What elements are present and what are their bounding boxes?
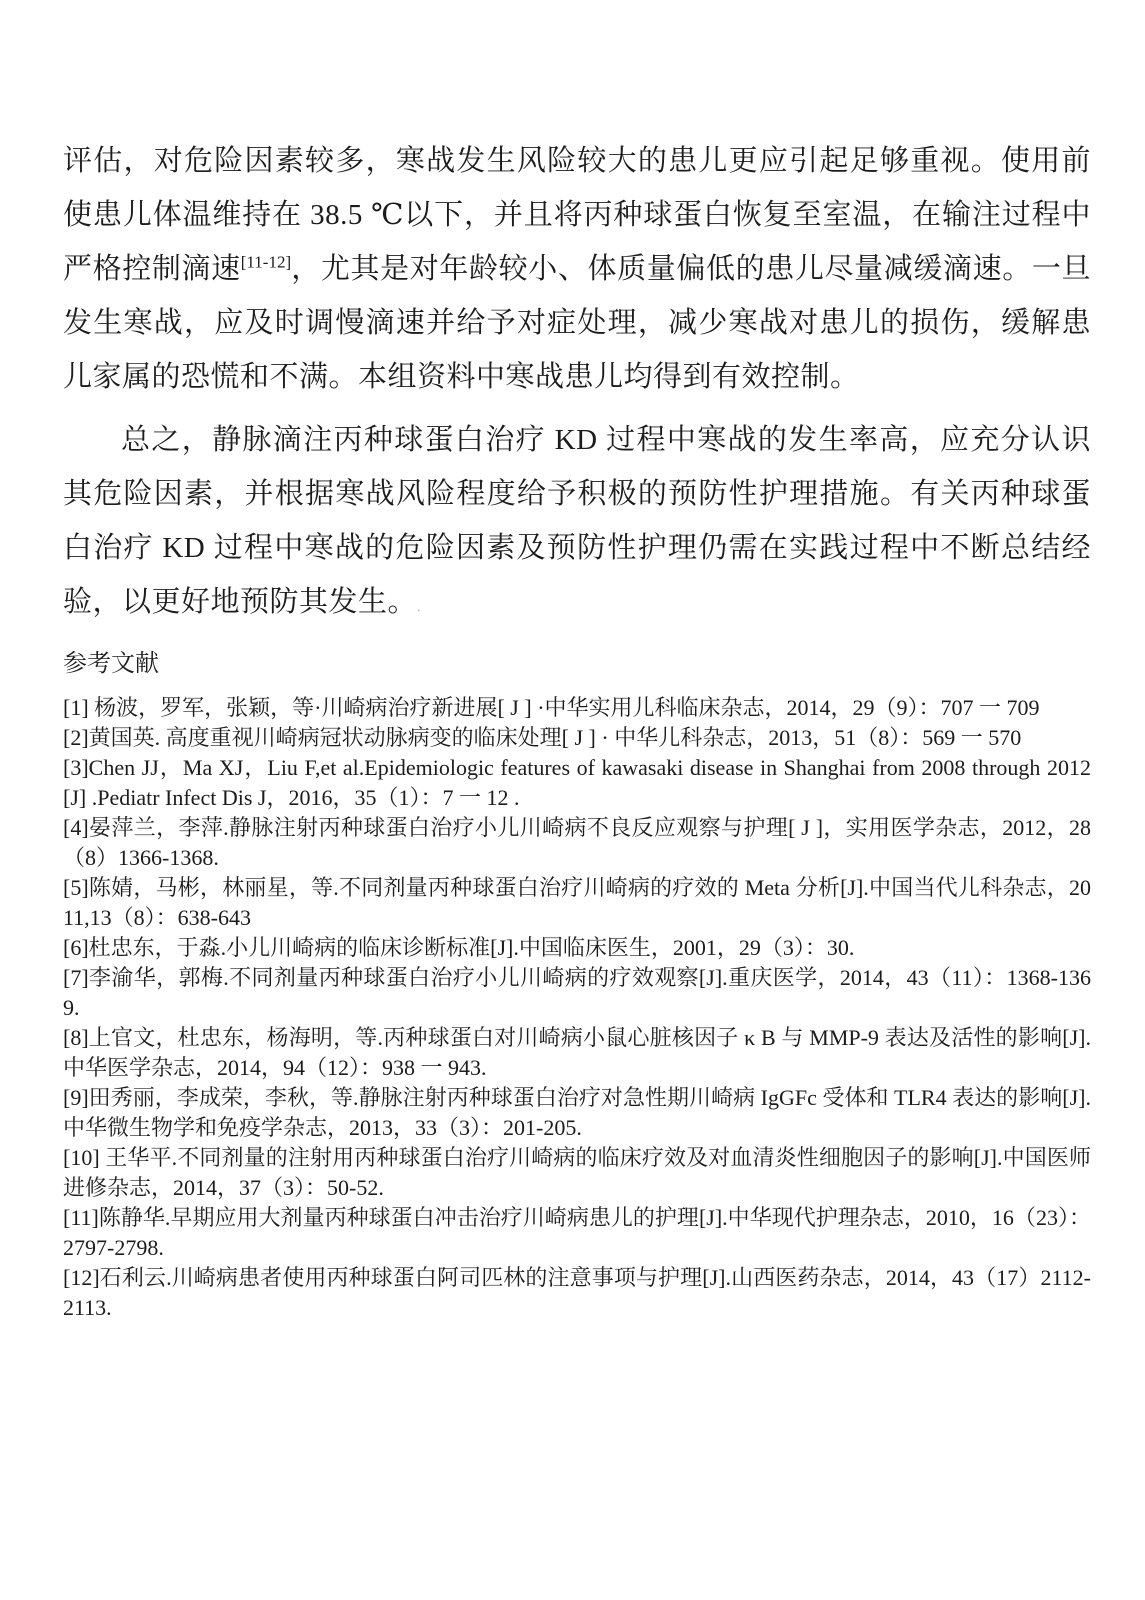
reference-item: [7]李渝华，郭梅.不同剂量丙种球蛋白治疗小儿川崎病的疗效观察[J].重庆医学，2014，43（11）：1368-1369. xyxy=(63,965,1091,1020)
page-content xyxy=(63,134,1091,1323)
stray-mark: . xyxy=(417,600,421,615)
paragraph-1-text-after-citation: ，尤其是对年龄较小、体质量偏低的患儿尽量减缓滴速。一旦发生寒战，应及时调慢滴速并给予对症处理，减少寒战对患儿的损伤，缓解患儿家属的恐慌和不满。本组资料中寒战患儿均得到有效控制。 xyxy=(63,253,1091,393)
reference-item: [11]陈静华.早期应用大剂量丙种球蛋白冲击治疗川崎病患儿的护理[J].中华现代护理杂志，2010，16（23）：2797-2798. xyxy=(63,1205,1091,1260)
reference-item: [9]田秀丽，李成荣，李秋，等.静脉注射丙种球蛋白治疗对急性期川崎病 IgGFc 受体和 TLR4 表达的影响[J].中华微生物学和免疫学杂志，2013，33（3）：201-205. xyxy=(63,1085,1091,1140)
reference-item: [10] 王华平.不同剂量的注射用丙种球蛋白治疗川崎病的临床疗效及对血清炎性细胞因子的影响[J].中国医师进修杂志，2014，37（3）：50-52. xyxy=(63,1145,1091,1200)
reference-item: [3]Chen JJ，Ma XJ，Liu F,et al.Epidemiologic features of kawasaki disease in Shanghai from 2008 through 2012 [J] .Pediatr Infect Dis J，2016，35（1）：7 一 12 . xyxy=(63,755,1091,810)
citation-superscript: [11-12] xyxy=(240,252,292,272)
paragraph-2-text: 总之，静脉滴注丙种球蛋白治疗 KD 过程中寒战的发生率高，应充分认识其危险因素，并根据寒战风险程度给予积极的预防性护理措施。有关丙种球蛋白治疗 KD 过程中寒战的危险因素及预防性护理仍需在实践过程中不断总结经验，以更好地预防其发生。 xyxy=(63,424,1091,618)
reference-item: [5]陈婧，马彬，林丽星，等.不同剂量丙种球蛋白治疗川崎病的疗效的 Meta 分析[J].中国当代儿科杂志，2011,13（8）：638-643 xyxy=(63,875,1091,930)
paragraph-1-text-before-citation: 评估，对危险因素较多，寒战发生风险较大的患儿更应引起足够重视。使用前使患儿体温维持在 38.5 ℃以下，并且将丙种球蛋白恢复至室温，在输注过程中严格控制滴速 xyxy=(63,145,1091,285)
reference-item: [1] 杨波，罗军，张颖，等·川崎病治疗新进展[ J ] ·中华实用儿科临床杂志，2014，29（9）：707 一 709 xyxy=(63,695,1040,720)
reference-item: [12]石利云.川崎病患者使用丙种球蛋白阿司匹林的注意事项与护理[J].山西医药杂志，2014，43（17）2112-2113. xyxy=(63,1265,1091,1320)
body-paragraph-1 xyxy=(63,134,1091,404)
reference-item: [4]晏萍兰，李萍.静脉注射丙种球蛋白治疗小儿川崎病不良反应观察与护理[ J ]，实用医学杂志，2012，28（8）1366-1368. xyxy=(63,815,1091,870)
references-list xyxy=(63,693,1091,1323)
reference-item: [8]上官文，杜忠东，杨海明，等.丙种球蛋白对川崎病小鼠心脏核因子 κ B 与 MMP-9 表达及活性的影响[J].中华医学杂志，2014，94（12）：938 一 943. xyxy=(63,1025,1091,1080)
body-paragraph-2 xyxy=(63,413,1091,635)
reference-item: [6]杜忠东，于淼.小儿川崎病的临床诊断标准[J].中国临床医生，2001，29（3）：30. xyxy=(63,935,855,960)
references-heading: 参考文献 xyxy=(63,651,159,677)
reference-item: [2]黄国英. 高度重视川崎病冠状动脉病变的临床处理[ J ] · 中华儿科杂志，2013，51（8）：569 一 570 xyxy=(63,725,1022,750)
